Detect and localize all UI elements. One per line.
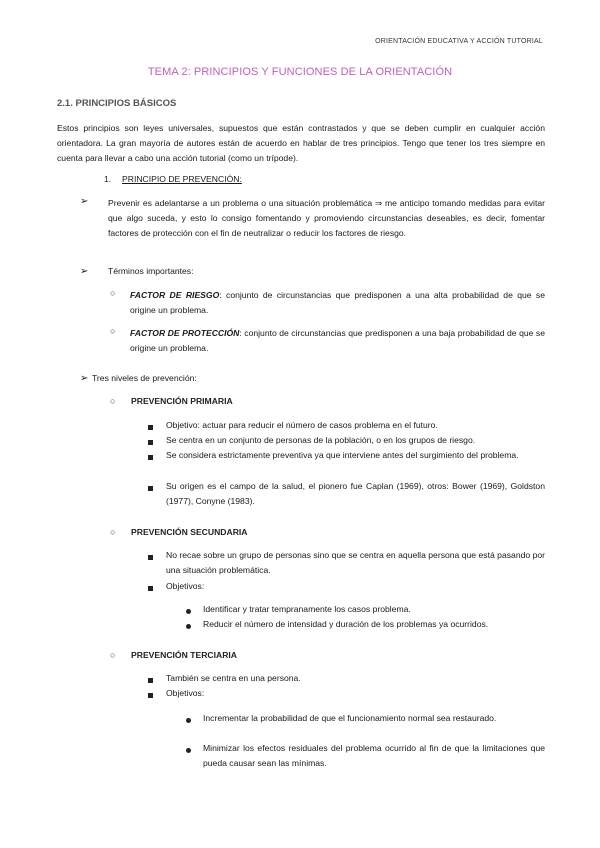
levels-label: Tres niveles de prevención:	[92, 373, 197, 383]
list-item: Se centra en un conjunto de personas de la población, o en los grupos de riesgo.	[166, 435, 476, 445]
list-item: Se considera estrictamente preventiva ya que interviene antes del surgimiento del problema.	[166, 450, 519, 460]
square-bullet-icon	[148, 693, 153, 698]
running-header: ORIENTACIÓN EDUCATIVA Y ACCIÓN TUTORIAL	[375, 38, 543, 45]
terms-label: Términos importantes:	[108, 266, 194, 276]
principle-description: Prevenir es adelantarse a un problema o una situación problemática ⇒ me anticipo tomando medidas para evitar que algo suceda, y esto lo consigo fomentando y promoviendo circunstancias deseables, es decir, fomentar factores de protección con el fin de neutralizar o reducir los factores de riesgo.	[108, 198, 545, 238]
list-item: Su origen es el campo de la salud, el pionero fue Caplan (1969), otros: Bower (1969), Goldston (1977), Conyne (1983).	[166, 481, 545, 506]
term-risk-factor	[130, 288, 545, 318]
principle-number: 1.	[104, 174, 112, 184]
square-bullet-icon	[148, 486, 153, 491]
level-title-terciaria: PREVENCIÓN TERCIARIA	[131, 650, 237, 660]
objective-item: Minimizar los efectos residuales del problema ocurrido al fin de que la limitaciones que pueda causar sean las mínimas.	[203, 743, 545, 768]
intro-paragraph: Estos principios son leyes universales, supuestos que están contrastados y que se deben cumplir en cualquier acción orientadora. La gran mayoría de autores están de acuerdo en hablar de tres principios. Tengo que tener los tres siempre en cuenta para llevar a cabo una acción tutorial (como un trípode).	[57, 123, 545, 163]
arrow-bullet-icon: ➢	[80, 196, 89, 207]
page-title: TEMA 2: PRINCIPIOS Y FUNCIONES DE LA ORIENTACIÓN	[147, 66, 453, 78]
square-bullet-icon	[148, 555, 153, 560]
dot-bullet-icon	[186, 748, 191, 753]
list-item: Objetivos:	[166, 581, 205, 591]
objective-item: Incrementar la probabilidad de que el funcionamiento normal sea restaurado.	[203, 713, 497, 723]
square-bullet-icon	[148, 440, 153, 445]
level-title-secundaria: PREVENCIÓN SECUNDARIA	[131, 527, 248, 537]
circle-bullet-icon: ○	[110, 288, 116, 298]
dot-bullet-icon	[186, 718, 191, 723]
list-item: Objetivo: actuar para reducir el número de casos problema en el futuro.	[166, 420, 438, 430]
term-definition: : conjunto de circunstancias que predisponen a una alta probabilidad de que se origine un problema.	[130, 290, 546, 315]
square-bullet-icon	[148, 586, 153, 591]
square-bullet-icon	[148, 678, 153, 683]
dot-bullet-icon	[186, 609, 191, 614]
square-bullet-icon	[148, 425, 153, 430]
objective-item: Identificar y tratar tempranamente los casos problema.	[203, 604, 411, 614]
square-bullet-icon	[148, 455, 153, 460]
circle-bullet-icon: ○	[110, 650, 116, 660]
circle-bullet-icon: ○	[110, 527, 116, 537]
term-name: FACTOR DE RIESGO	[130, 290, 220, 300]
arrow-bullet-icon: ➢	[80, 373, 89, 384]
principle-title: PRINCIPIO DE PREVENCIÓN:	[122, 174, 242, 184]
arrow-bullet-icon: ➢	[80, 266, 89, 277]
dot-bullet-icon	[186, 624, 191, 629]
list-item: También se centra en una persona.	[166, 673, 301, 683]
circle-bullet-icon: ○	[110, 326, 116, 336]
term-protection-factor	[130, 326, 545, 356]
level-title-primaria: PREVENCIÓN PRIMARIA	[131, 396, 233, 406]
list-item: No recae sobre un grupo de personas sino que se centra en aquella persona que está pasando por una situación problemática.	[166, 550, 545, 575]
list-item: Objetivos:	[166, 688, 205, 698]
circle-bullet-icon: ○	[110, 396, 116, 406]
objective-item: Reducir el número de intensidad y duración de los problemas ya ocurridos.	[203, 619, 489, 629]
section-heading: 2.1. PRINCIPIOS BÁSICOS	[57, 98, 177, 109]
term-definition: : conjunto de circunstancias que predisponen a una baja probabilidad de que se origine un problema.	[130, 328, 545, 353]
term-name: FACTOR DE PROTECCIÓN	[130, 328, 240, 338]
